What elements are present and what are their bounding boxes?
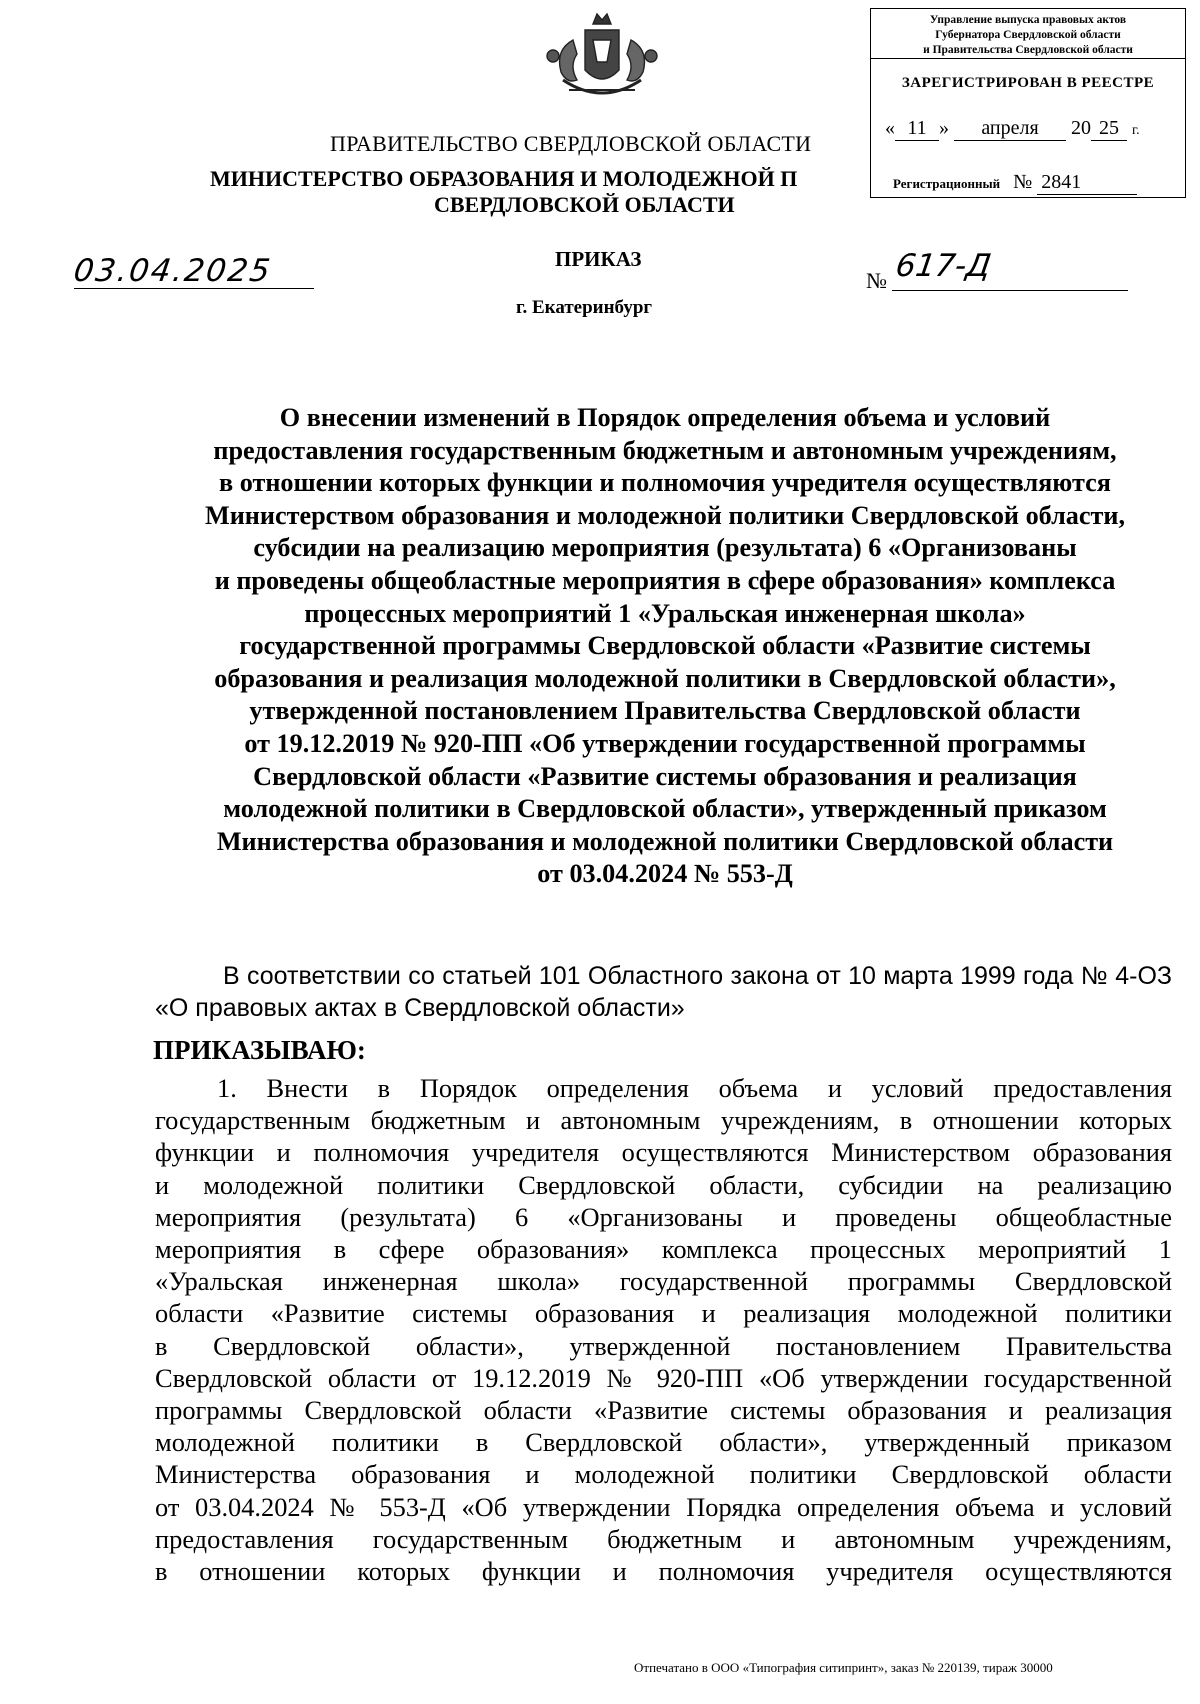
number-underline [892, 290, 1128, 291]
title-line: О внесении изменений в Порядок определения объема и условий [279, 403, 1051, 432]
stamp-year-suffix: г. [1132, 123, 1140, 138]
body-line: 1. Внести в Порядок определения объема и условий предоставления [217, 1073, 1172, 1103]
printer-footer: Отпечатано в ООО «Типография ситипринт», заказ № 220139, тираж 30000 [634, 1660, 1053, 1675]
title-line: от 19.12.2019 № 920-ПП «Об утверждении государственной программы [244, 728, 1086, 758]
title-line: утвержденной постановлением Правительства Свердловской области [249, 696, 1081, 726]
body-line: Министерства образования и молодежной политики Свердловской области [155, 1459, 1172, 1490]
body-line: молодежной политики в Свердловской области», утвержденный приказом [155, 1427, 1172, 1458]
handwritten-number: 617-Д [893, 248, 994, 284]
stamp-registered-label: ЗАРЕГИСТРИРОВАН В РЕЕСТРЕ [901, 75, 1155, 91]
body-line: в Свердловской области», утвержденной постановлением Правительства [155, 1330, 1172, 1361]
title-line: и проведены общеобластные мероприятия в сфере образования» комплекса [214, 565, 1116, 595]
stamp-day: 11 [895, 117, 939, 141]
handwritten-date: 03.04.2025 [71, 253, 275, 289]
stamp-organization [871, 9, 1185, 59]
body-line: области «Развитие системы образования и реализация молодежной политики [155, 1298, 1172, 1329]
preamble-text: В соответствии со статьей 101 Областного закона от 10 марта 1999 года № 4-ОЗ «О правовых актах в Свердловской области» [155, 962, 1172, 1022]
title-line: Министерства образования и молодежной политики Свердловской области [216, 826, 1114, 856]
date-underline [74, 288, 314, 289]
document-title [140, 402, 1190, 891]
stamp-org-line: и Правительства Свердловской области [923, 44, 1133, 56]
body-line: от 03.04.2024 № 553-Д «Об утверждении Порядка определения объема и условий [155, 1491, 1172, 1522]
stamp-quote-open: « [885, 117, 895, 139]
title-line: Министерством образования и молодежной политики Свердловской области, [204, 500, 1126, 530]
title-line: предоставления государственным бюджетным и автономным учреждениям, [213, 435, 1117, 465]
body-line: мероприятия (результата) 6 «Организованы и проведены общеобластные [155, 1201, 1172, 1232]
body-line: «Уральская инженерная школа» государственной программы Свердловской [155, 1266, 1172, 1297]
title-line: субсидии на реализацию мероприятия (результата) 6 «Организованы [253, 533, 1077, 563]
title-line: от 03.04.2024 № 553-Д [537, 859, 793, 889]
ministry-name-line2: СВЕРДЛОВСКОЙ ОБЛАСТИ [434, 192, 735, 217]
title-line: государственной программы Свердловской области «Развитие системы [239, 631, 1091, 661]
body-line: Свердловской области от 19.12.2019 № 920-ПП «Об утверждении государственной [155, 1362, 1172, 1393]
title-line: образования и реализация молодежной политики в Свердловской области», [214, 663, 1116, 693]
city-name: г. Екатеринбург [516, 297, 653, 318]
document-type: ПРИКАЗ [555, 247, 642, 271]
body-line: предоставления государственным бюджетным и автономным учреждениям, [155, 1523, 1172, 1554]
coat-of-arms-emblem [533, 10, 671, 110]
stamp-year-prefix: 20 [1071, 117, 1091, 139]
body-line: и молодежной политики Свердловской области, субсидии на реализацию [155, 1169, 1172, 1200]
stamp-org-line: Управление выпуска правовых актов [929, 14, 1127, 26]
title-line: в отношении которых функции и полномочия учредителя осуществляются [219, 468, 1111, 498]
ministry-name-line1: МИНИСТЕРСТВО ОБРАЗОВАНИЯ И МОЛОДЕЖНОЙ П [210, 166, 798, 191]
body-line: в отношении которых функции и полномочия учредителя осуществляются [155, 1556, 1172, 1587]
stamp-month: апреля [954, 117, 1066, 141]
number-sign: № [866, 268, 887, 293]
stamp-registration-number [893, 171, 1137, 195]
preamble-paragraph [155, 960, 1172, 1024]
body-line: функции и полномочия учредителя осуществляются Министерством образования [155, 1137, 1172, 1168]
registration-stamp [870, 8, 1186, 198]
body-line: мероприятия в сфере образования» комплекса процессных мероприятий 1 [155, 1234, 1172, 1265]
order-keyword: ПРИКАЗЫВАЮ: [153, 1035, 366, 1065]
body-line: программы Свердловской области «Развитие системы образования и реализация [155, 1395, 1172, 1426]
stamp-org-line: Губернатора Свердловской области [935, 29, 1121, 41]
item-1-paragraph [155, 1072, 1172, 1587]
body-line: государственным бюджетным и автономным учреждениям, в отношении которых [155, 1105, 1172, 1136]
title-line: молодежной политики в Свердловской области», утвержденный приказом [223, 794, 1107, 824]
title-line: процессных мероприятий 1 «Уральская инженерная школа» [304, 598, 1026, 628]
stamp-reg-number: 2841 [1037, 171, 1137, 195]
stamp-num-sign: № [1013, 171, 1033, 193]
government-name: ПРАВИТЕЛЬСТВО СВЕРДЛОВСКОЙ ОБЛАСТИ [330, 131, 812, 156]
stamp-year: 25 [1091, 117, 1127, 141]
stamp-quote-close: » [939, 117, 949, 139]
stamp-reg-label: Регистрационный [893, 176, 1001, 191]
stamp-date [885, 117, 1185, 141]
title-line: Свердловской области «Развитие системы образования и реализация [253, 761, 1077, 791]
